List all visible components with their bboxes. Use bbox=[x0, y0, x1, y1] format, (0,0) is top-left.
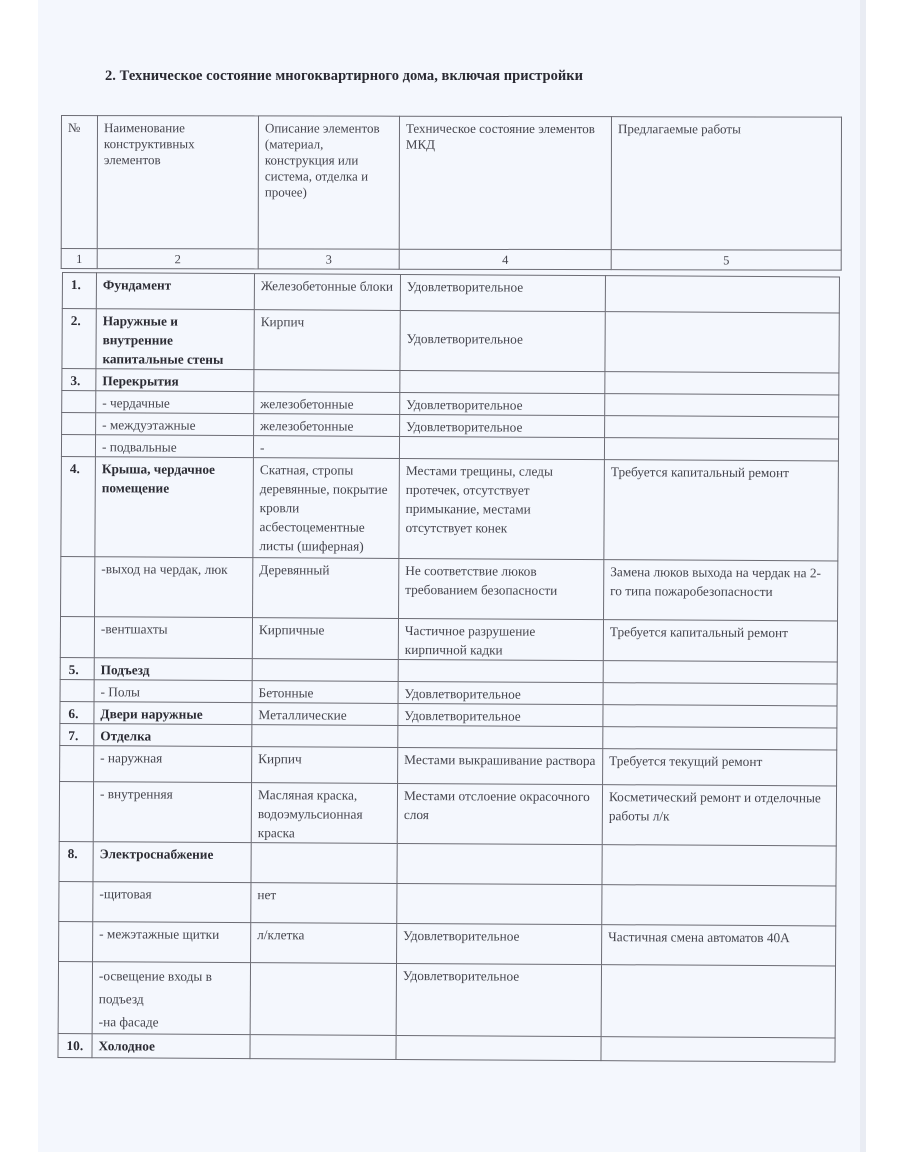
element-condition-cell bbox=[400, 414, 605, 437]
element-description: Кирпичные bbox=[258, 622, 325, 638]
element-name-cell bbox=[92, 962, 250, 1035]
element-description: л/клетка bbox=[257, 927, 305, 943]
proposed-works-cell bbox=[605, 312, 839, 373]
element-name: Фундамент bbox=[102, 277, 172, 293]
column-number: 4 bbox=[399, 249, 611, 269]
element-condition: Удовлетворительное bbox=[406, 418, 523, 435]
element-description: Кирпич bbox=[258, 751, 302, 767]
row-number: 3. bbox=[70, 373, 81, 389]
element-condition-cell bbox=[400, 392, 605, 415]
element-name-cell bbox=[96, 413, 254, 436]
element-name-extra: -на фасаде bbox=[98, 1014, 159, 1030]
section-title: 2. Техническое состояние многоквартирного дома, включая пристройки bbox=[105, 68, 584, 84]
element-condition: Удовлетворительное bbox=[403, 927, 520, 944]
element-condition: Удовлетворительное bbox=[406, 330, 523, 347]
proposed-works-cell bbox=[602, 845, 836, 886]
element-name-cell bbox=[94, 658, 252, 681]
element-condition-cell bbox=[398, 747, 603, 784]
proposed-works-cell bbox=[602, 885, 836, 926]
element-condition-cell bbox=[397, 783, 602, 844]
column-header-element-name: Наименование конструктивных элементов bbox=[97, 116, 258, 249]
row-number-cell bbox=[62, 413, 96, 435]
proposed-works-cell bbox=[605, 394, 839, 417]
element-name-cell bbox=[96, 391, 254, 414]
proposed-works-cell bbox=[603, 661, 837, 684]
element-condition-cell bbox=[398, 703, 603, 726]
row-number: 5. bbox=[68, 662, 79, 678]
element-condition-cell bbox=[397, 883, 602, 924]
row-number: 4. bbox=[69, 461, 80, 477]
element-name: - внутренняя bbox=[99, 786, 173, 802]
element-name-cell bbox=[93, 782, 251, 843]
row-number-cell bbox=[60, 701, 94, 723]
table-row bbox=[58, 1033, 835, 1061]
row-number: 8. bbox=[67, 846, 78, 862]
proposed-works-cell bbox=[603, 749, 837, 786]
element-condition-cell bbox=[396, 1035, 601, 1060]
row-number-cell bbox=[62, 273, 96, 309]
element-description: Бетонные bbox=[258, 685, 314, 701]
table-row bbox=[60, 616, 837, 661]
proposed-works: Требуется капитальный ремонт bbox=[610, 464, 789, 481]
element-name: -выход на чердак, люк bbox=[101, 561, 228, 577]
row-number-cell bbox=[60, 723, 94, 745]
row-number-cell bbox=[62, 369, 96, 391]
element-name: -щитовая bbox=[99, 886, 152, 902]
row-number-cell bbox=[59, 881, 93, 921]
element-description: Металлические bbox=[258, 707, 347, 723]
proposed-works-cell bbox=[605, 416, 839, 439]
element-description-cell bbox=[253, 458, 400, 559]
row-number-cell bbox=[62, 309, 96, 369]
row-number-cell bbox=[60, 616, 94, 657]
element-description-cell bbox=[252, 703, 398, 726]
element-description-cell bbox=[252, 618, 398, 660]
element-name: - наружная bbox=[100, 750, 163, 766]
element-name: - междуэтажные bbox=[102, 417, 196, 433]
element-description-cell bbox=[251, 923, 397, 964]
element-name: - Полы bbox=[100, 684, 141, 700]
element-name-cell bbox=[93, 842, 251, 883]
element-description-cell bbox=[254, 414, 400, 437]
element-condition-cell bbox=[398, 659, 603, 682]
element-name-cell bbox=[96, 273, 254, 310]
table-row bbox=[59, 881, 836, 925]
row-number: 2. bbox=[70, 313, 81, 329]
element-description: Железобетонные блоки bbox=[260, 278, 394, 294]
element-name-cell bbox=[93, 882, 251, 923]
table-row bbox=[59, 781, 836, 845]
proposed-works-cell bbox=[603, 620, 837, 662]
element-description-cell bbox=[254, 274, 400, 311]
proposed-works: Замена люков выхода на чердак на 2-го типа пожаробезопасности bbox=[610, 564, 822, 600]
element-description: Кирпич bbox=[260, 314, 305, 330]
element-description-cell bbox=[252, 725, 398, 748]
element-name-cell bbox=[93, 922, 251, 963]
row-number-cell bbox=[62, 391, 96, 413]
proposed-works: Косметический ремонт и отделочные работы л/к bbox=[608, 789, 821, 824]
table-row bbox=[58, 961, 835, 1037]
proposed-works-cell bbox=[602, 785, 836, 846]
element-name: Подъезд bbox=[100, 662, 150, 678]
element-condition-cell bbox=[397, 923, 602, 964]
proposed-works-cell bbox=[605, 372, 839, 395]
element-description-cell bbox=[253, 558, 399, 619]
element-name-cell bbox=[94, 702, 252, 725]
element-description-cell bbox=[254, 370, 400, 393]
row-number: 7. bbox=[68, 728, 79, 744]
proposed-works-cell bbox=[604, 560, 838, 621]
element-name: Двери наружные bbox=[100, 706, 203, 722]
element-condition-cell bbox=[398, 725, 603, 748]
table-row bbox=[61, 456, 839, 560]
table-row bbox=[62, 273, 839, 313]
element-name: Холодное bbox=[98, 1038, 155, 1054]
row-number: 1. bbox=[70, 277, 81, 293]
row-number: 6. bbox=[68, 706, 79, 722]
element-name-cell bbox=[95, 435, 253, 458]
element-condition-cell bbox=[399, 436, 604, 459]
element-description-cell bbox=[251, 883, 397, 924]
table-row bbox=[60, 745, 837, 785]
element-condition: Удовлетворительное bbox=[402, 967, 520, 984]
proposed-works-cell bbox=[603, 705, 837, 728]
element-description-cell bbox=[252, 681, 398, 704]
header-row bbox=[61, 116, 841, 251]
element-condition-cell bbox=[398, 681, 603, 704]
element-name: - подвальные bbox=[101, 439, 177, 455]
element-description-cell bbox=[250, 963, 396, 1036]
element-condition-cell bbox=[398, 618, 603, 660]
row-number-cell bbox=[60, 679, 94, 701]
proposed-works: Требуется текущий ремонт bbox=[609, 753, 763, 770]
element-description-cell bbox=[252, 659, 398, 682]
element-condition-cell bbox=[399, 458, 605, 559]
element-name-cell bbox=[96, 309, 254, 370]
row-number: 10. bbox=[66, 1038, 84, 1054]
proposed-works-cell bbox=[605, 276, 839, 313]
row-number-cell bbox=[61, 456, 96, 556]
element-description-cell bbox=[252, 747, 398, 784]
element-condition: Местами отслоение окрасочного слоя bbox=[403, 787, 590, 823]
element-condition-cell bbox=[400, 370, 605, 393]
element-description: нет bbox=[257, 887, 277, 903]
row-number-cell bbox=[60, 745, 94, 781]
column-number: 1 bbox=[61, 249, 97, 269]
row-number-cell bbox=[58, 961, 92, 1033]
element-description-cell bbox=[254, 310, 400, 371]
proposed-works-cell bbox=[603, 727, 837, 750]
proposed-works-cell bbox=[602, 925, 836, 966]
table-row bbox=[62, 309, 839, 373]
element-description: Деревянный bbox=[259, 562, 330, 578]
element-description-cell bbox=[250, 1035, 396, 1060]
element-condition: Местами трещины, следы протечек, отсутствует примыкание, местами отсутствует конек bbox=[405, 462, 553, 536]
element-description-cell bbox=[251, 783, 397, 844]
element-name-cell bbox=[92, 1034, 250, 1059]
element-name-cell bbox=[95, 457, 254, 558]
table-row bbox=[59, 921, 836, 965]
element-description: Скатная, стропы деревянные, покрытие кровли асбестоцементные листы (шиферная) bbox=[259, 462, 388, 554]
element-condition: Местами выкрашивание раствора bbox=[404, 751, 596, 769]
column-header-proposed-works: Предлагаемые работы bbox=[611, 117, 841, 250]
element-condition: Частичное разрушение кирпичной кадки bbox=[404, 622, 536, 658]
element-name-cell bbox=[96, 369, 254, 392]
table-row bbox=[61, 556, 838, 620]
row-number-cell bbox=[61, 556, 95, 616]
proposed-works-cell bbox=[603, 683, 837, 706]
element-name-cell bbox=[94, 724, 252, 747]
element-condition: Удовлетворительное bbox=[406, 278, 524, 295]
element-description-cell bbox=[251, 843, 397, 884]
element-name: Крыша, чердачное помещение bbox=[101, 461, 216, 496]
element-name: Перекрытия bbox=[102, 373, 179, 389]
element-name: - межэтажные щитки bbox=[99, 926, 220, 942]
element-name-cell bbox=[94, 746, 252, 783]
row-number-cell bbox=[59, 781, 93, 841]
element-description: Масляная краска, водоэмульсионная краска bbox=[257, 787, 363, 841]
column-header-description: Описание элементов (материал, конструкция или система, отделка и прочее) bbox=[258, 116, 399, 249]
element-condition-cell bbox=[397, 843, 602, 884]
element-condition-cell bbox=[400, 274, 605, 311]
row-number-cell bbox=[59, 841, 93, 881]
element-description: железобетонные bbox=[260, 396, 354, 412]
element-condition: Удовлетворительное bbox=[404, 685, 521, 702]
row-number-cell bbox=[59, 921, 93, 961]
column-header-number: № bbox=[61, 116, 97, 249]
element-name: Отделка bbox=[100, 728, 152, 744]
row-number-cell bbox=[61, 435, 95, 457]
proposed-works-cell bbox=[604, 460, 839, 561]
column-number: 3 bbox=[258, 249, 399, 269]
proposed-works: Частичная смена автоматов 40А bbox=[608, 929, 790, 946]
element-condition-cell bbox=[399, 558, 604, 619]
proposed-works: Требуется капитальный ремонт bbox=[609, 624, 789, 641]
proposed-works-cell bbox=[601, 965, 835, 1038]
element-condition: Удовлетворительное bbox=[406, 396, 523, 413]
element-name: Наружные и внутренние капитальные стены bbox=[102, 313, 224, 367]
table-row bbox=[59, 841, 836, 885]
column-header-condition: Техническое состояние элементов МКД bbox=[399, 116, 611, 249]
element-name-cell bbox=[94, 617, 252, 659]
element-name-cell bbox=[95, 557, 253, 618]
element-description: железобетонные bbox=[260, 418, 354, 434]
element-name-cell bbox=[94, 680, 252, 703]
element-name: Электроснабжение bbox=[99, 846, 214, 862]
proposed-works-cell bbox=[604, 438, 838, 461]
column-number-row bbox=[61, 249, 841, 271]
element-condition: Не соответствие люков требованием безопасности bbox=[405, 562, 558, 598]
row-number-cell bbox=[58, 1033, 92, 1057]
element-condition-cell bbox=[396, 963, 601, 1036]
page-edge-shadow bbox=[860, 0, 866, 1152]
table-header bbox=[61, 115, 842, 271]
element-condition-cell bbox=[400, 310, 605, 371]
column-number: 2 bbox=[97, 249, 258, 269]
element-description-cell bbox=[253, 436, 399, 459]
element-name: - чердачные bbox=[102, 395, 170, 411]
column-number: 5 bbox=[611, 250, 841, 270]
element-description-cell bbox=[254, 392, 400, 415]
element-name: -вентшахты bbox=[100, 621, 168, 637]
element-condition: Удовлетворительное bbox=[404, 707, 521, 724]
element-description: - bbox=[259, 440, 265, 456]
element-name: -освещение входы в подъезд bbox=[98, 968, 212, 1007]
table-body bbox=[57, 272, 840, 1062]
row-number-cell bbox=[60, 657, 94, 679]
proposed-works-cell bbox=[601, 1037, 835, 1062]
